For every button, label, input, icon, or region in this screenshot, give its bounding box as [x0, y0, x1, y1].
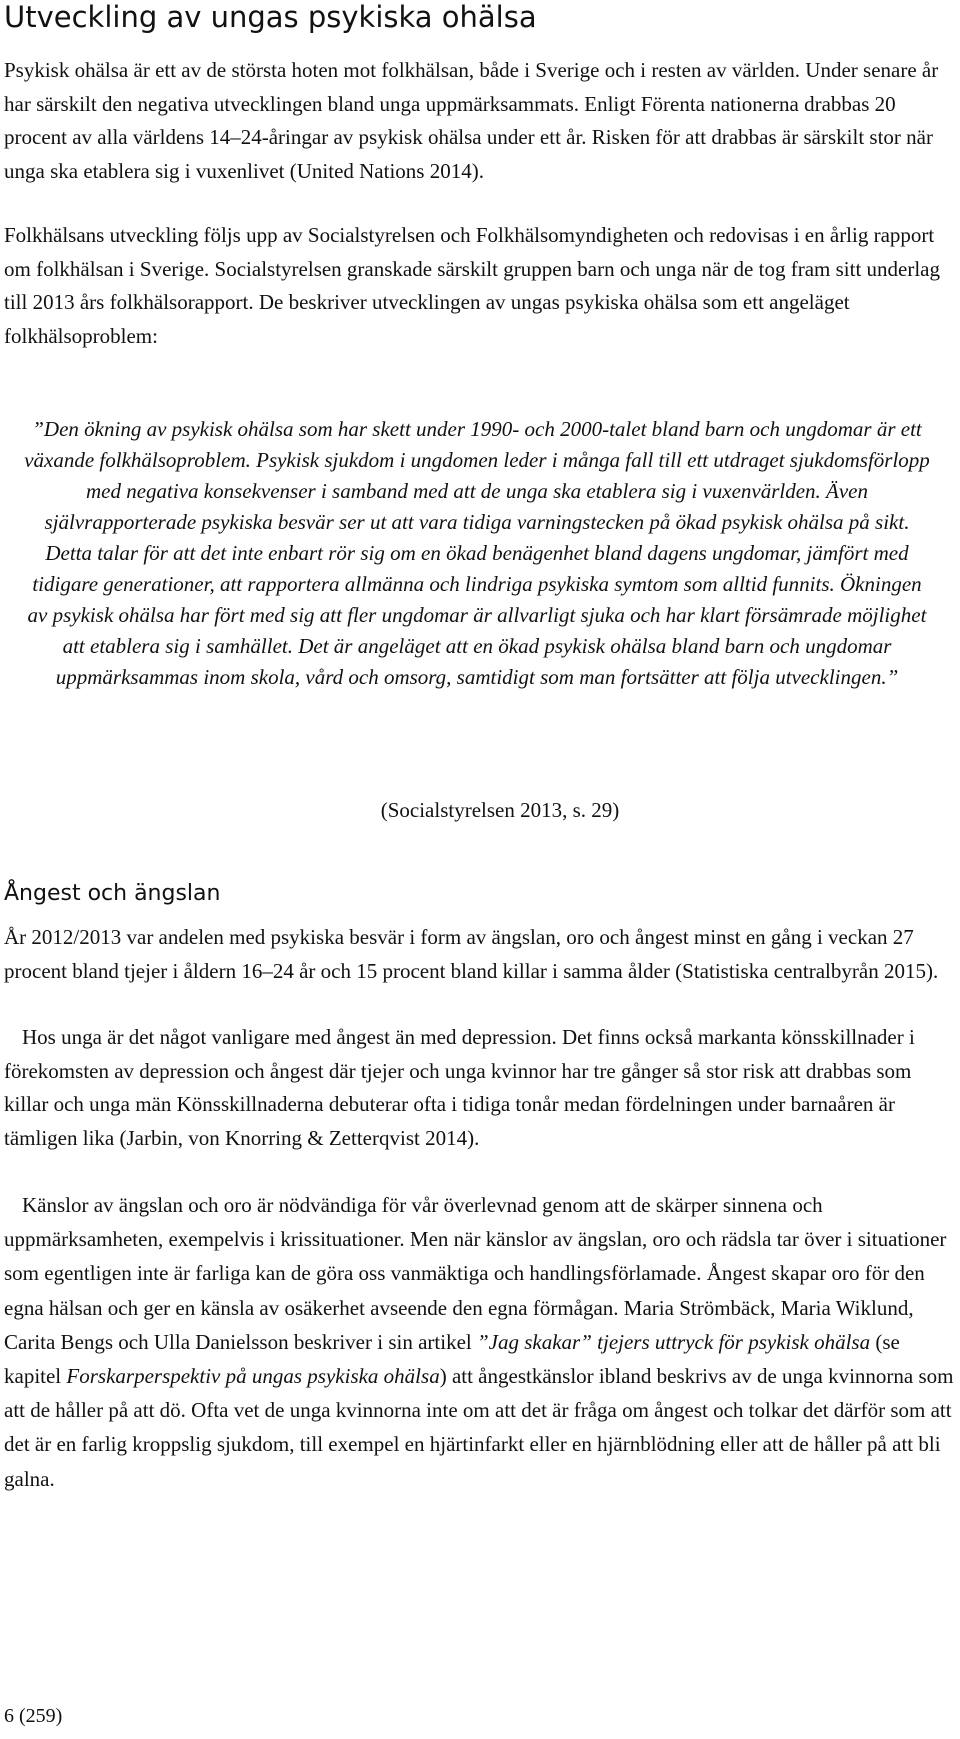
intro-paragraph-1: Psykisk ohälsa är ett av de största hoten mot folkhälsan, både i Sverige och i resten av världen. Under senare år har särskilt den negativa utvecklingen bland unga uppmärksammats. Enligt Förenta nationerna drabbas 20 procent av alla världens 14–24-åringar av psykisk ohälsa under ett år. Risken för att drabbas är särskilt stor när unga ska etablera sig i vuxenlivet (United Nations 2014). — [4, 58, 939, 184]
paragraph-3-text-c: ) att ångestkänslor ibland beskrivs av de unga kvinnorna som att de håller på att dö. Ofta vet de unga kvinnorna inte om att det är fråga om ångest och tolkar det därför som att det är en farlig kroppslig sjukdom, till exempel en hjärtinfarkt eller en hjärnblödning eller att de håller på att bli galna. — [4, 1364, 954, 1491]
intro-paragraph-2: Folkhälsans utveckling följs upp av Socialstyrelsen och Folkhälsomyndigheten och redovisas i en årlig rapport om folkhälsan i Sverige. Socialstyrelsen granskade särskilt gruppen barn och unga när de tog fram sitt underlag till 2013 års folkhälsorapport. De beskriver utvecklingen av ungas psykiska ohälsa som ett angeläget folkhälsoproblem: — [4, 223, 940, 349]
page-number: 6 (259) — [4, 1705, 63, 1727]
block-quote: ”Den ökning av psykisk ohälsa som har skett under 1990- och 2000-talet bland barn och ungdomar är ett växande folkhälsoproblem. Psykisk sjukdom i ungdomen leder i många fall till ett utdraget sjukdomsförlopp med negativa konsekvenser i samband med att de unga ska etablera sig i vuxenvärlden. Även självrapporterade psykiska besvär ser ut att vara tidiga varningstecken på ökad psykisk ohälsa på sikt. Detta talar för att det inte enbart rör sig om en ökad benägenhet bland dagens ungdomar, jämfört med tidigare generationer, att rapportera allmänna och lindriga psykiska symtom som alltid funnits. Ökningen av psykisk ohälsa har fört med sig att fler ungdomar är allvarligt sjuka och har klart försämrade möjlighet att etablera sig i samhället. Det är angeläget att en ökad psykisk ohälsa bland barn och ungdomar uppmärksammas inom skola, vård och omsorg, samtidigt som man fortsätter att följa utvecklingen.” — [24, 417, 930, 689]
article-title: ”Jag skakar” tjejers uttryck för psykisk ohälsa — [476, 1329, 871, 1354]
quote-citation: (Socialstyrelsen 2013, s. 29) — [380, 798, 620, 822]
chapter-title: Forskarperspektiv på ungas psykiska ohälsa — [66, 1364, 440, 1389]
section-heading: Ångest och ängslan — [4, 881, 221, 906]
section-paragraph-1: År 2012/2013 var andelen med psykiska besvär i form av ängslan, oro och ångest minst en gång i veckan 27 procent bland tjejer i åldern 16–24 år och 15 procent bland killar i samma ålder (Statistiska centralbyrån 2015). — [4, 925, 939, 983]
paragraph-3-text-b: (se kapitel — [4, 1329, 900, 1389]
paragraph-3-text-a: Känslor av ängslan och oro är nödvändiga för vår överlevnad genom att de skärper sinnena och uppmärksamheten, exempelvis i krissituationer. Men när känslor av ängslan, oro och rädsla tar över i situationer som egentligen inte är farliga kan de göra oss vanmäktiga och handlingsförlamade. Ångest skapar oro för den egna hälsan och ger en känsla av osäkerhet avseende den egna förmågan. Maria Strömbäck, Maria Wiklund, Carita Bengs och Ulla Danielsson beskriver i sin artikel — [4, 1193, 947, 1354]
section-paragraph-2: Hos unga är det något vanligare med ångest än med depression. Det finns också markanta könsskillnader i förekomsten av depression och ångest där tjejer och unga kvinnor har tre gånger så stor risk att drabbas som killar och unga män Könsskillnaderna debuterar ofta i tidiga tonår medan fördelningen under barnaåren är tämligen lika (Jarbin, von Knorring & Zetterqvist 2014). — [4, 1025, 915, 1151]
page-title: Utveckling av ungas psykiska ohälsa — [4, 0, 537, 34]
section-paragraph-3 — [4, 1188, 954, 1496]
